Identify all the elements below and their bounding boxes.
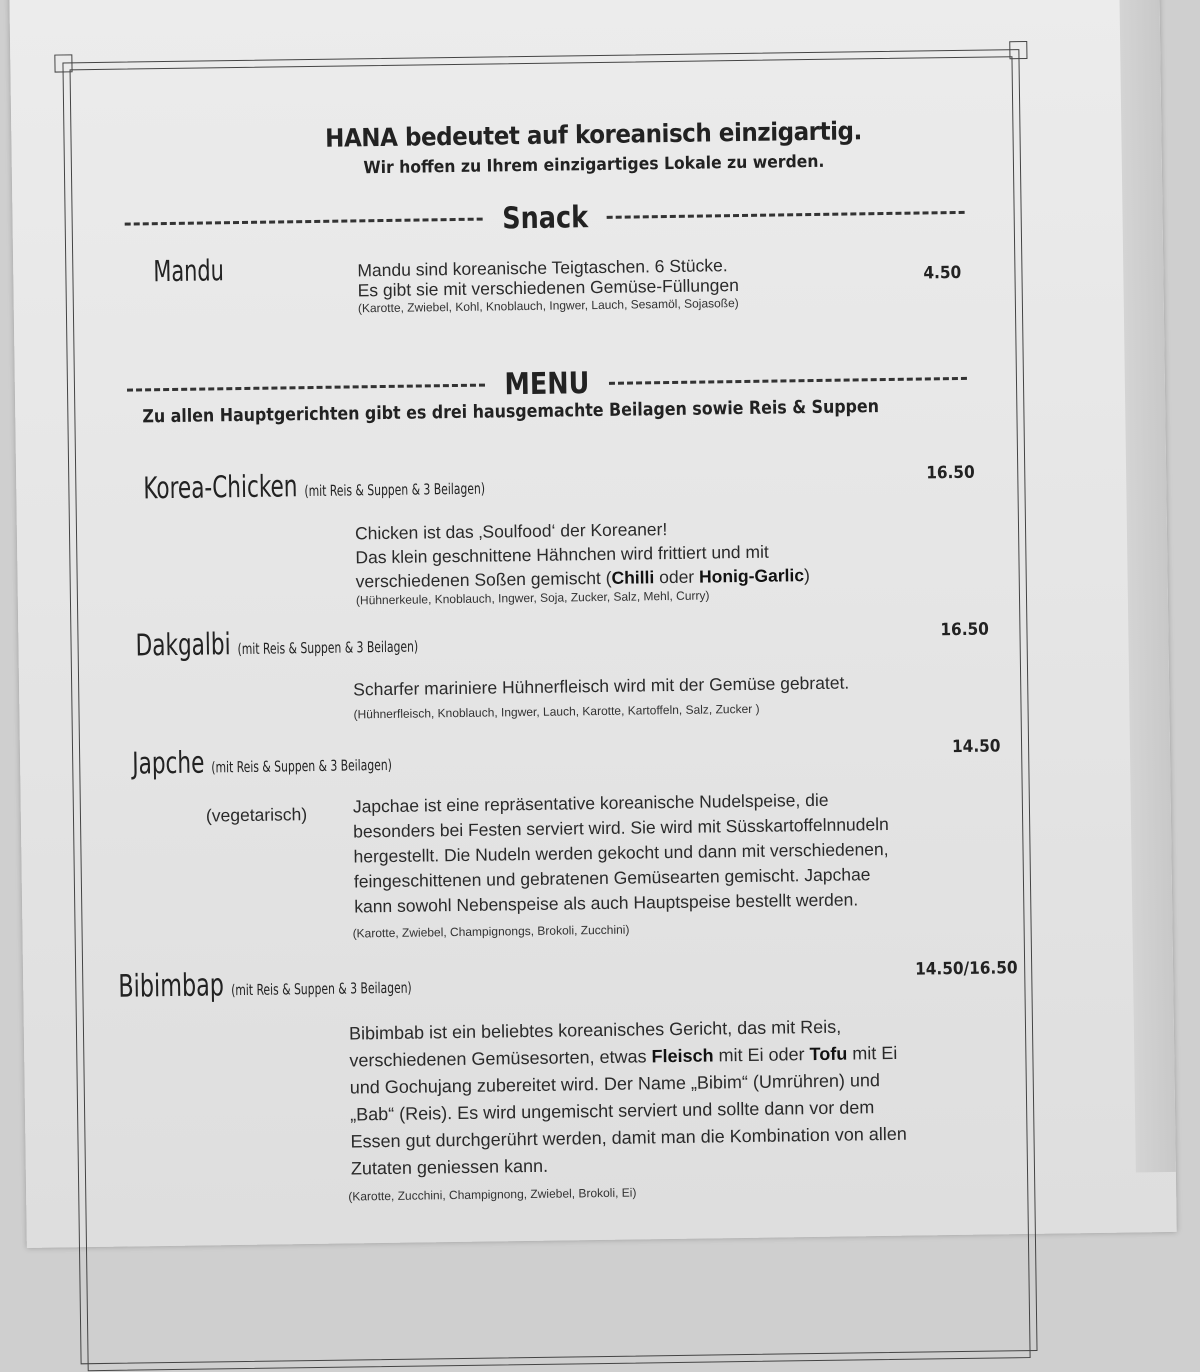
snack-title: Snack <box>501 200 588 237</box>
dish-name: Dakgalbi <box>135 627 231 664</box>
dakgalbi-description: Scharfer mariniere Hühnerfleisch wird mit der Gemüse gebratet. <box>353 672 850 700</box>
dakgalbi-price: 16.50 <box>940 619 989 641</box>
dish-name: Korea-Chicken <box>143 469 298 507</box>
desc-text: verschiedenen Soßen gemischt ( <box>355 567 612 592</box>
mandu-price: 4.50 <box>923 262 962 284</box>
dish-note: (mit Reis & Suppen & 3 Beilagen) <box>230 978 412 1000</box>
mandu-desc-line: Mandu sind koreanische Teigtaschen. 6 Stücke. <box>357 255 728 281</box>
korea-chicken-name <box>143 467 485 507</box>
dashed-divider <box>125 218 483 226</box>
desc-text: verschiedenen Gemüsesorten, etwas <box>349 1046 652 1071</box>
bibimbap-ingredients: (Karotte, Zucchini, Champignong, Zwiebel, Brokoli, Ei) <box>348 1185 637 1204</box>
border-corner-ornament <box>54 54 72 72</box>
desc-bold-chilli: Chilli <box>611 567 655 588</box>
desc-text: oder <box>654 566 700 588</box>
desc-text: mit Ei <box>847 1042 898 1064</box>
desc-line: besonders bei Festen serviert wird. Sie wird mit Süsskartoffelnnudeln <box>353 813 889 842</box>
header-title: HANA bedeutet auf koreanisch einzigartig. <box>324 116 863 153</box>
dish-name: Bibimbap <box>118 967 225 1005</box>
desc-line: „Bab“ (Reis). Es wird ungemischt serviert und sollte dann vor dem <box>350 1097 875 1125</box>
dashed-divider <box>127 384 485 392</box>
dish-name: Japche <box>132 745 205 782</box>
desc-bold-honig-garlic: Honig-Garlic <box>698 565 805 587</box>
desc-line: Japchae ist eine repräsentative koreanische Nudelspeise, die <box>352 789 829 817</box>
snack-section-heading <box>124 195 964 242</box>
bibimbap-price: 14.50/16.50 <box>915 958 1018 980</box>
vegetarian-tag: (vegetarisch) <box>205 804 308 826</box>
mandu-desc-line: Es gibt sie mit verschiedenen Gemüse-Füllungen <box>357 275 740 301</box>
desc-line: feingeschittenen und gebratenen Gemüsearten gemischt. Japchae <box>353 864 871 892</box>
mandu-name: Mandu <box>153 253 225 289</box>
mandu-ingredients: (Karotte, Zwiebel, Kohl, Knoblauch, Ingwer, Lauch, Sesamöl, Sojasoße) <box>357 296 739 316</box>
bibimbap-name <box>118 965 412 1005</box>
japche-price: 14.50 <box>951 736 1001 758</box>
japche-description <box>353 786 975 920</box>
menu-subtitle: Zu allen Hauptgerichten gibt es drei hausgemachte Beilagen sowie Reis & Suppen <box>142 396 880 428</box>
desc-line: Das klein geschnittene Hähnchen wird frittiert und mit <box>355 541 769 568</box>
korea-chicken-description <box>355 513 956 593</box>
bibimbap-description <box>349 1011 1031 1182</box>
desc-line: Zutaten geniessen kann. <box>350 1155 549 1179</box>
desc-line: kann sowohl Nebenspeise als auch Hauptspeise bestellt werden. <box>354 889 859 917</box>
korea-chicken-ingredients: (Hühnerkeule, Knoblauch, Ingwer, Soja, Zucker, Salz, Mehl, Curry) <box>355 588 710 608</box>
korea-chicken-price: 16.50 <box>926 462 975 484</box>
dish-note: (mit Reis & Suppen & 3 Beilagen) <box>304 479 486 501</box>
border-corner-ornament <box>1009 41 1027 59</box>
dashed-divider <box>609 377 967 385</box>
japche-name <box>132 743 392 782</box>
desc-line: Bibimbab ist ein beliebtes koreanisches Gericht, das mit Reis, <box>348 1016 842 1044</box>
dish-note: (mit Reis & Suppen & 3 Beilagen) <box>237 637 419 659</box>
dish-note: (mit Reis & Suppen & 3 Beilagen) <box>211 755 393 777</box>
japche-ingredients: (Karotte, Zwiebel, Champignongs, Brokoli, Zucchini) <box>352 922 630 941</box>
desc-line: und Gochujang zubereitet wird. Der Name „Bibim“ (Umrühren) und <box>349 1070 881 1098</box>
desc-line: Essen gut durchgerührt werden, damit man die Kombination von allen <box>350 1123 907 1152</box>
dakgalbi-ingredients: (Hühnerfleisch, Knoblauch, Ingwer, Lauch, Karotte, Kartoffeln, Salz, Zucker ) <box>353 701 760 722</box>
desc-text: mit Ei oder <box>713 1044 810 1066</box>
desc-line: Chicken ist das ‚Soulfood‘ der Koreaner! <box>354 519 668 544</box>
header-subtitle: Wir hoffen zu Ihrem einzigartiges Lokale zu werden. <box>363 151 825 179</box>
dakgalbi-name <box>135 625 418 664</box>
mandu-description <box>357 251 918 303</box>
desc-bold-fleisch: Fleisch <box>651 1045 714 1067</box>
desc-text: ) <box>803 565 811 586</box>
dashed-divider <box>607 211 965 219</box>
desc-line: hergestellt. Die Nudeln werden gekocht und dann mit verschiedenen, <box>353 838 889 867</box>
desc-bold-tofu: Tofu <box>809 1043 848 1065</box>
menu-title: MENU <box>504 366 590 403</box>
